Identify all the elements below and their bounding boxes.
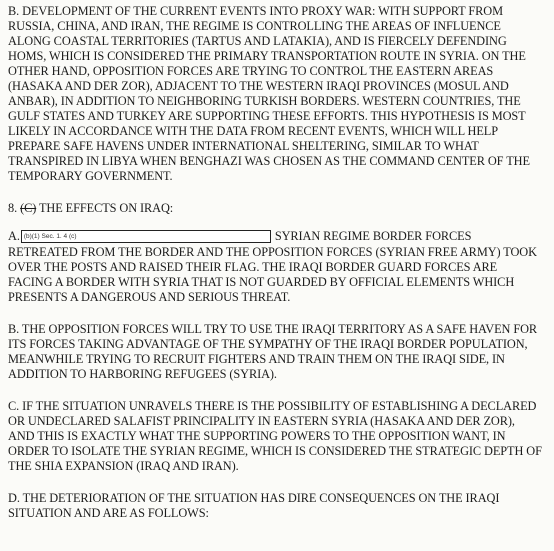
section-title: THE EFFECTS ON IRAQ: bbox=[38, 201, 174, 215]
paragraph-a-text: SYRIAN REGIME BORDER FORCES RETREATED FROM THE BORDER AND THE OPPOSITION FORCES (SYRIAN FREE ARMY) TOOK OVER THE POSTS AND RAISED THEIR FLAG. THE IRAQI BORDER GUARD FORCES ARE FACING A BORDER WITH SYRIA THAT IS NOT GUARDED BY OFFICIAL ELEMENTS WHICH PRESENTS A DANGEROUS AND SERIOUS THREAT. bbox=[8, 229, 537, 304]
redaction-box bbox=[21, 230, 271, 243]
paragraph-d-consequences: D. THE DETERIORATION OF THE SITUATION HAS DIRE CONSEQUENCES ON THE IRAQI SITUATION AND ARE AS FOLLOWS: bbox=[8, 490, 500, 520]
paragraph-a-border bbox=[8, 229, 542, 305]
paragraph-b-safe-haven: B. THE OPPOSITION FORCES WILL TRY TO USE THE IRAQI TERRITORY AS A SAFE HAVEN FOR ITS FORCES TAKING ADVANTAGE OF THE SYMPATHY OF THE IRAQI BORDER POPULATION, MEANWHILE TRYING TO RECRUIT FIGHTERS AND TRAIN THEM ON THE IRAQI SIDE, IN ADDITION TO HARBORING REFUGEES (SYRIA). bbox=[8, 321, 538, 381]
paragraph-c-principality: C. IF THE SITUATION UNRAVELS THERE IS THE POSSIBILITY OF ESTABLISHING A DECLARED OR UNDECLARED SALAFIST PRINCIPALITY IN EASTERN SYRIA (HASAKA AND DER ZOR), AND THIS IS EXACTLY WHAT THE SUPPORTING POWERS TO THE OPPOSITION WANT, IN ORDER TO ISOLATE THE SYRIAN REGIME, WHICH IS CONSIDERED THE STRATEGIC DEPTH OF THE SHIA EXPANSION (IRAQ AND IRAN). bbox=[8, 398, 542, 473]
paragraph-a-prefix: A. bbox=[8, 229, 20, 243]
section-number: 8. bbox=[8, 201, 18, 215]
section-8-heading bbox=[8, 201, 542, 216]
paragraph-b-proxy-war: B. DEVELOPMENT OF THE CURRENT EVENTS INTO PROXY WAR: WITH SUPPORT FROM RUSSIA, CHINA, AND IRAN, THE REGIME IS CONTROLLING THE AREAS OF INFLUENCE ALONG COASTAL TERRITORIES (TARTUS AND LATAKIA), AND IS FIERCELY DEFENDING HOMS, WHICH IS CONSIDERED THE PRIMARY TRANSPORTATION ROUTE IN SYRIA. ON THE OTHER HAND, OPPOSITION FORCES ARE TRYING TO CONTROL THE EASTERN AREAS (HASAKA AND DER ZOR), ADJACENT TO THE WESTERN IRAQI PROVINCES (MOSUL AND ANBAR), IN ADDITION TO NEIGHBORING TURKISH BORDERS. WESTERN COUNTRIES, THE GULF STATES AND TURKEY ARE SUPPORTING THESE EFFORTS. THIS HYPOTHESIS IS MOST LIKELY IN ACCORDANCE WITH THE DATA FROM RECENT EVENTS, WHICH WILL HELP PREPARE SAFE HAVENS UNDER INTERNATIONAL SHELTERING, SIMILAR TO WHAT TRANSPIRED IN LIBYA WHEN BENGHAZI WAS CHOSEN AS THE COMMAND CENTER OF THE TEMPORARY GOVERNMENT. bbox=[8, 4, 530, 183]
classification-marking: (C) bbox=[20, 201, 37, 215]
redaction-code: (b)(1) Sec. 1. 4 (c) bbox=[23, 232, 77, 240]
